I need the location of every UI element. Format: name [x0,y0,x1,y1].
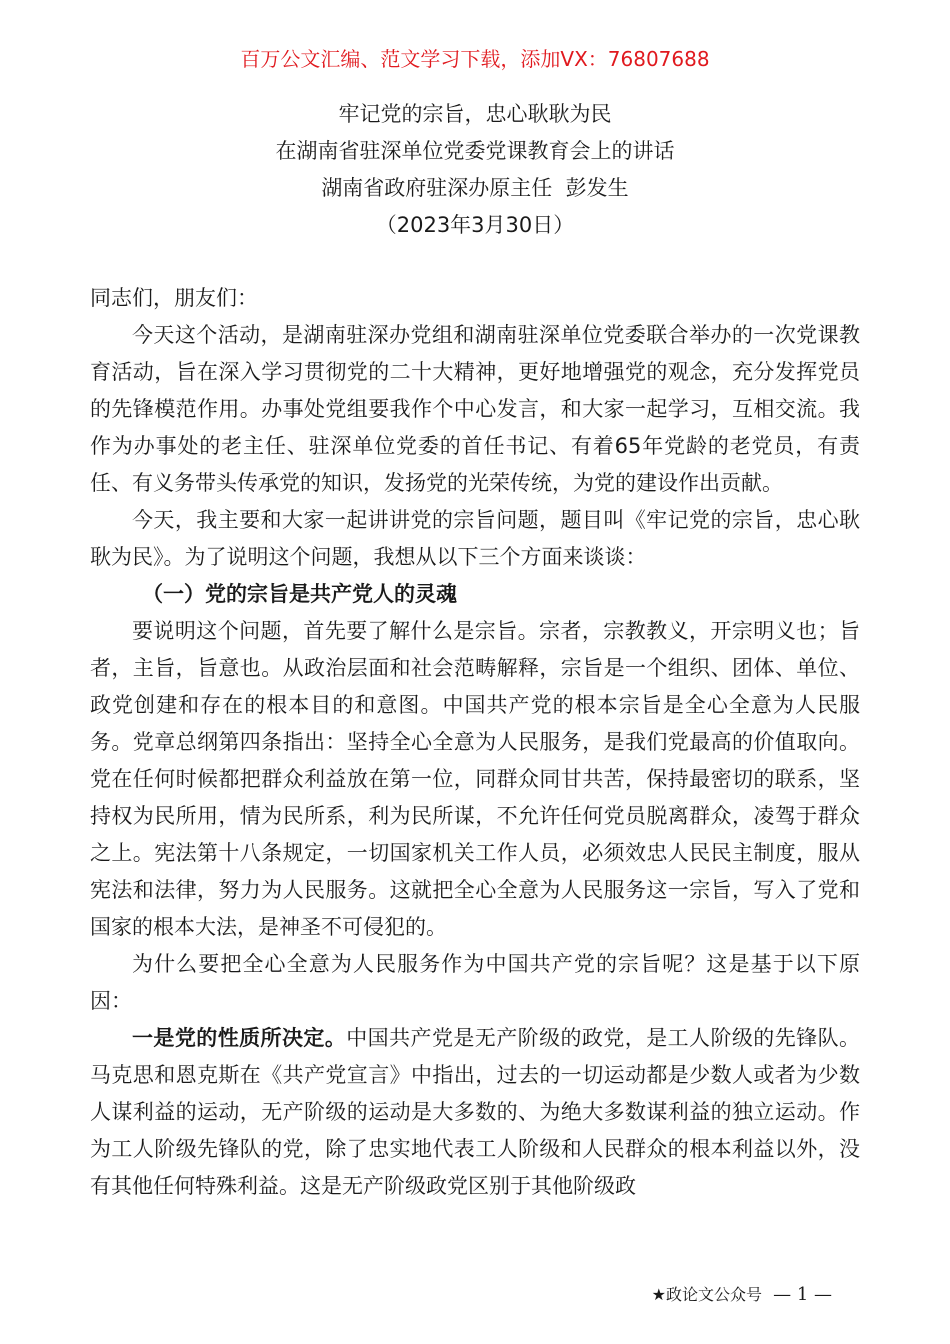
speech-date: （2023年3月30日） [375,213,575,237]
document-body [90,280,860,1205]
paragraph-topic: 今天，我主要和大家一起讲讲党的宗旨问题，题目叫《牢记党的宗旨，忠心耿耿为民》。为了说明这个问题，我想从以下三个方面来谈谈： [90,508,860,569]
footer-source: ★政论文公众号 [651,1285,762,1304]
reason-1-text: 中国共产党是无产阶级的政党，是工人阶级的先锋队。马克思和恩克斯在《共产党宣言》中指出，过去的一切运动都是少数人或者为少数人谋利益的运动，无产阶级的运动是大多数的、为绝大多数谋利益的独立运动。作为工人阶级先锋队的党，除了忠实地代表工人阶级和人民群众的根本利益以外，没有其他任何特殊利益。这是无产阶级政党区别于其他阶级政 [90,1026,861,1198]
greeting: 同志们，朋友们： [90,286,258,310]
page-footer [652,1282,832,1308]
speaker-line: 湖南省政府驻深办原主任 彭发生 [321,176,629,200]
document-title: 牢记党的宗旨，忠心耿耿为民 [338,102,612,126]
paragraph-definition: 要说明这个问题，首先要了解什么是宗旨。宗者，宗教教义，开宗明义也；旨者，主旨，旨意也。从政治层面和社会范畴解释，宗旨是一个组织、团体、单位、政党创建和存在的根本目的和意图。中国共产党的根本宗旨是全心全意为人民服务。党章总纲第四条指出：坚持全心全意为人民服务，是我们党最高的价值取向。党在任何时候都把群众利益放在第一位，同群众同甘共苦，保持最密切的联系，坚持权为民所用，情为民所系，利为民所谋，不允许任何党员脱离群众，凌驾于群众之上。宪法第十八条规定，一切国家机关工作人员，必须效忠人民民主制度，服从宪法和法律，努力为人民服务。这就把全心全意为人民服务这一宗旨，写入了党和国家的根本大法，是神圣不可侵犯的。 [90,619,860,939]
reason-1-lead: 一是党的性质所决定。 [132,1026,347,1050]
paragraph-reason-1 [90,1020,860,1205]
title-block [0,96,950,244]
document-subtitle: 在湖南省驻深单位党委党课教育会上的讲话 [275,139,675,163]
section-heading-1: （一）党的宗旨是共产党人的灵魂 [142,582,457,606]
paragraph-question: 为什么要把全心全意为人民服务作为中国共产党的宗旨呢？这是基于以下原因： [90,952,860,1013]
paragraph-intro: 今天这个活动，是湖南驻深办党组和湖南驻深单位党委联合举办的一次党课教育活动，旨在深入学习贯彻党的二十大精神，更好地增强党的观念，充分发挥党员的先锋模范作用。办事处党组要我作个中心发言，和大家一起学习，互相交流。我作为办事处的老主任、驻深单位党委的首任书记、有着65年党龄的老党员，有责任、有义务带头传承党的知识，发扬党的光荣传统，为党的建设作出贡献。 [90,323,860,495]
page-number: — 1 — [773,1284,832,1305]
header-banner: 百万公文汇编、范文学习下载，添加VX：76807688 [240,47,710,71]
